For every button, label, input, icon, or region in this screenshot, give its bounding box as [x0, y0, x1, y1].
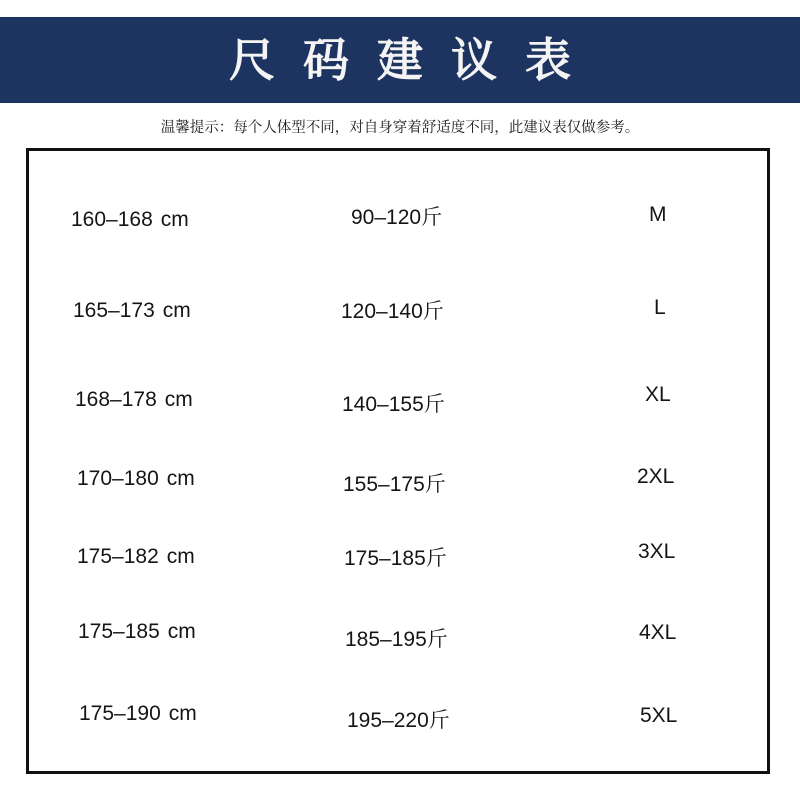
weight-cell: 185–195斤 [345, 628, 448, 651]
height-range: 175–182 [77, 545, 159, 568]
height-unit: cm [164, 388, 193, 411]
weight-cell: 90–120斤 [351, 206, 443, 229]
height-cell [77, 546, 195, 567]
height-range: 175–185 [78, 620, 160, 643]
height-range: 170–180 [77, 467, 159, 490]
size-cell: M [649, 203, 667, 226]
height-range: 160–168 [71, 208, 153, 231]
size-cell: 3XL [638, 540, 676, 563]
height-range: 165–173 [73, 299, 155, 322]
height-range: 168–178 [75, 388, 157, 411]
size-cell: 4XL [639, 621, 677, 644]
weight-cell: 155–175斤 [343, 473, 446, 496]
weight-cell: 140–155斤 [342, 393, 445, 416]
height-cell [78, 621, 196, 642]
height-unit: cm [166, 467, 195, 490]
height-cell [73, 300, 191, 321]
height-cell [75, 389, 193, 410]
title-banner [0, 17, 800, 103]
weight-cell: 120–140斤 [341, 300, 444, 323]
size-table [26, 148, 770, 774]
height-unit: cm [160, 208, 189, 231]
height-unit: cm [167, 620, 196, 643]
height-unit: cm [162, 299, 191, 322]
height-unit: cm [166, 545, 195, 568]
tip-text: 温馨提示：每个人体型不同，对自身穿着舒适度不同，此建议表仅做参考。 [160, 120, 640, 136]
page-title: 尺码建议表 [229, 33, 599, 87]
size-cell: XL [645, 383, 671, 406]
height-cell [71, 209, 189, 230]
height-range: 175–190 [79, 702, 161, 725]
weight-cell: 195–220斤 [347, 709, 450, 732]
height-cell [77, 468, 195, 489]
size-cell: L [654, 296, 666, 319]
weight-cell: 175–185斤 [344, 547, 447, 570]
height-cell [79, 703, 197, 724]
size-cell: 2XL [637, 465, 675, 488]
height-unit: cm [168, 702, 197, 725]
size-cell: 5XL [640, 704, 678, 727]
